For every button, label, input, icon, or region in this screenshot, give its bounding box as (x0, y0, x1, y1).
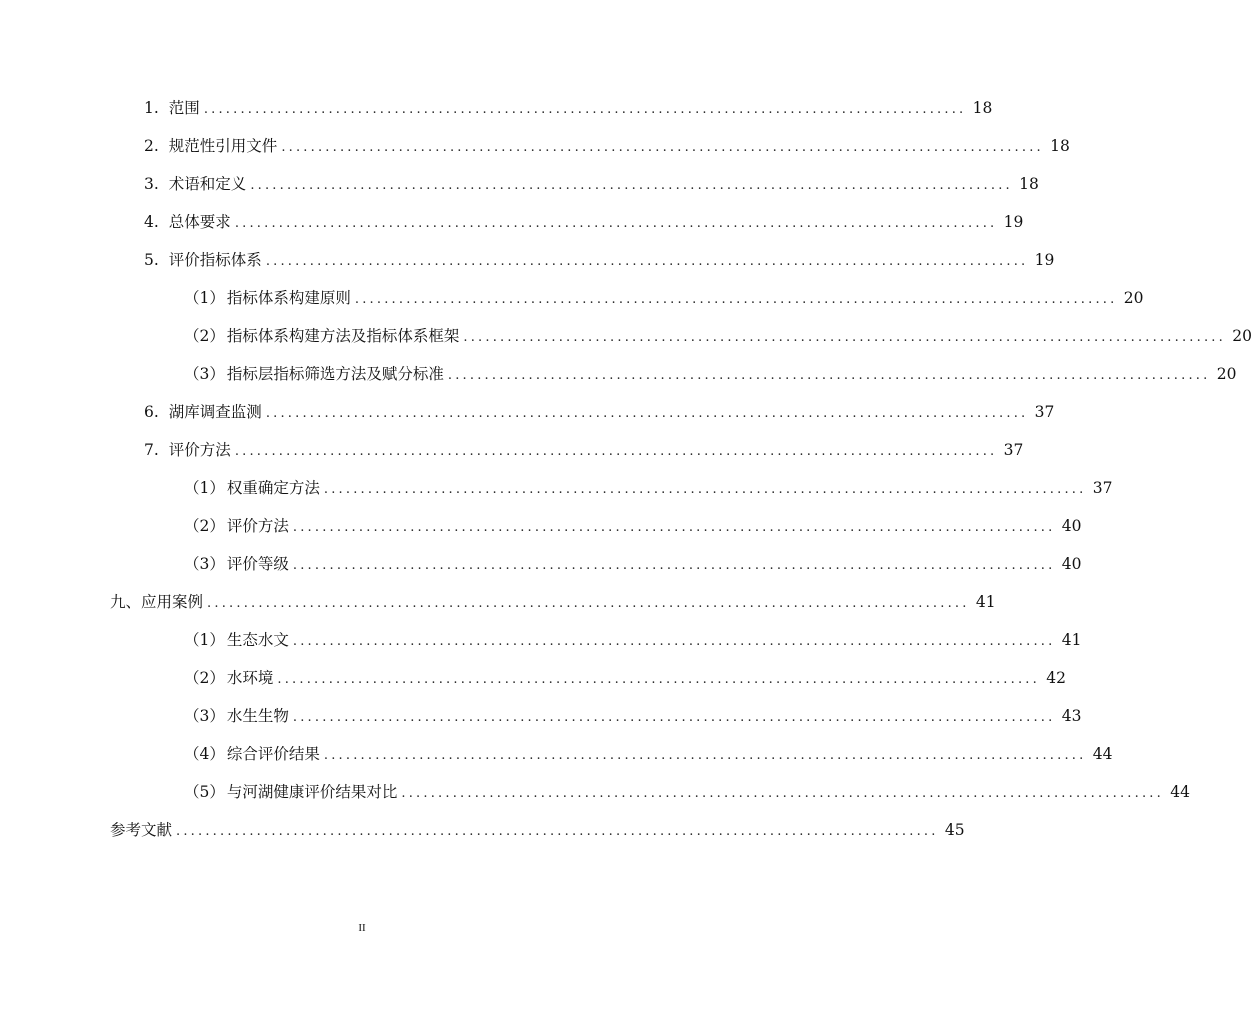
toc-entry-page: 44 (1092, 745, 1113, 763)
dot-leader: ........................................................................................................ (292, 520, 1056, 535)
toc-entry-index-system[interactable] (144, 245, 1055, 275)
toc-entry-page: 20 (1123, 289, 1144, 307)
toc-entry-weight-determination[interactable] (184, 473, 1113, 503)
dot-leader: ........................................................................................................ (265, 406, 1029, 421)
toc-entry-evaluation-methods[interactable] (144, 435, 1024, 465)
toc-entry-ecological-hydrology[interactable] (184, 625, 1082, 655)
toc-entry-comparison-river-lake-health[interactable] (184, 777, 1190, 807)
toc-entry-terms-definitions[interactable] (144, 169, 1039, 199)
toc-entry-title: （4） 综合评价结果 (184, 745, 320, 763)
toc-entry-references[interactable] (110, 815, 965, 845)
toc-entry-title: 4. 总体要求 (144, 213, 231, 231)
toc-entry-page: 18 (1019, 175, 1039, 193)
toc-entry-page: 19 (1003, 213, 1024, 231)
dot-leader: ........................................................................................................ (281, 140, 1044, 155)
dot-leader: ........................................................................................................ (207, 596, 970, 611)
toc-entry-title: （2） 评价方法 (184, 517, 289, 535)
toc-entry-construction-method-framework[interactable] (184, 321, 1252, 351)
toc-entry-page: 40 (1061, 517, 1082, 535)
page-number: II (358, 922, 366, 934)
dot-leader: ........................................................................................................ (265, 254, 1029, 269)
toc-entry-title: 九、应用案例 (110, 593, 204, 611)
dot-leader: ........................................................................................................ (292, 710, 1056, 725)
toc-entry-page: 18 (972, 99, 993, 117)
toc-entry-water-environment[interactable] (184, 663, 1066, 693)
toc-entry-title: （1） 指标体系构建原则 (184, 289, 351, 307)
toc-entry-title: 6. 湖库调查监测 (144, 403, 262, 421)
toc-entry-page: 20 (1232, 327, 1252, 345)
toc-entry-construction-principles[interactable] (184, 283, 1144, 313)
toc-entry-application-cases[interactable] (110, 587, 996, 617)
toc-entry-title: （1） 生态水文 (184, 631, 289, 649)
toc-entry-page: 43 (1061, 707, 1082, 725)
toc-entry-evaluation-grade[interactable] (184, 549, 1082, 579)
toc-entry-title: （2） 水环境 (184, 669, 274, 687)
dot-leader: ........................................................................................................ (323, 482, 1087, 497)
dot-leader: ........................................................................................................ (354, 292, 1118, 307)
toc-entry-evaluation-method[interactable] (184, 511, 1082, 541)
toc-entry-page: 40 (1061, 555, 1082, 573)
toc-entry-indicator-screening-scoring[interactable] (184, 359, 1237, 389)
toc-entry-page: 42 (1046, 669, 1066, 687)
dot-leader: ........................................................................................................ (277, 672, 1040, 687)
dot-leader: ........................................................................................................ (463, 330, 1226, 345)
toc-entry-title: （2） 指标体系构建方法及指标体系框架 (184, 327, 460, 345)
dot-leader: ........................................................................................................ (176, 824, 939, 839)
toc-entry-normative-references[interactable] (144, 131, 1070, 161)
toc-entry-lake-reservoir-monitoring[interactable] (144, 397, 1055, 427)
dot-leader: ........................................................................................................ (203, 102, 967, 117)
toc-entry-general-requirements[interactable] (144, 207, 1024, 237)
toc-entry-page: 44 (1170, 783, 1190, 801)
toc-entry-page: 20 (1216, 365, 1237, 383)
toc-entry-title: 7. 评价方法 (144, 441, 231, 459)
toc-entry-scope[interactable] (144, 93, 993, 123)
toc-entry-title: （3） 水生生物 (184, 707, 289, 725)
toc-entry-title: 参考文献 (110, 821, 173, 839)
toc-entry-title: （5） 与河湖健康评价结果对比 (184, 783, 398, 801)
toc-entry-page: 41 (1061, 631, 1082, 649)
toc-entry-title: 5. 评价指标体系 (144, 251, 262, 269)
toc-entry-page: 37 (1092, 479, 1113, 497)
toc-entry-comprehensive-results[interactable] (184, 739, 1113, 769)
toc-entry-page: 41 (975, 593, 996, 611)
dot-leader: ........................................................................................................ (401, 786, 1164, 801)
dot-leader: ........................................................................................................ (234, 216, 998, 231)
toc-entry-page: 18 (1050, 137, 1070, 155)
toc-entry-page: 37 (1003, 441, 1024, 459)
toc-entry-title: （1） 权重确定方法 (184, 479, 320, 497)
dot-leader: ........................................................................................................ (234, 444, 998, 459)
toc-entry-title: 3. 术语和定义 (144, 175, 247, 193)
toc-entry-page: 45 (944, 821, 965, 839)
toc-entry-title: （3） 指标层指标筛选方法及赋分标准 (184, 365, 444, 383)
dot-leader: ........................................................................................................ (292, 634, 1056, 649)
dot-leader: ........................................................................................................ (323, 748, 1087, 763)
toc-entry-title: 1. 范围 (144, 99, 200, 117)
toc-entry-title: （3） 评价等级 (184, 555, 289, 573)
toc-entry-page: 19 (1034, 251, 1055, 269)
toc-entry-aquatic-organisms[interactable] (184, 701, 1082, 731)
dot-leader: ........................................................................................................ (250, 178, 1013, 193)
toc-entry-page: 37 (1034, 403, 1055, 421)
toc-entry-title: 2. 规范性引用文件 (144, 137, 278, 155)
dot-leader: ........................................................................................................ (447, 368, 1211, 383)
dot-leader: ........................................................................................................ (292, 558, 1056, 573)
